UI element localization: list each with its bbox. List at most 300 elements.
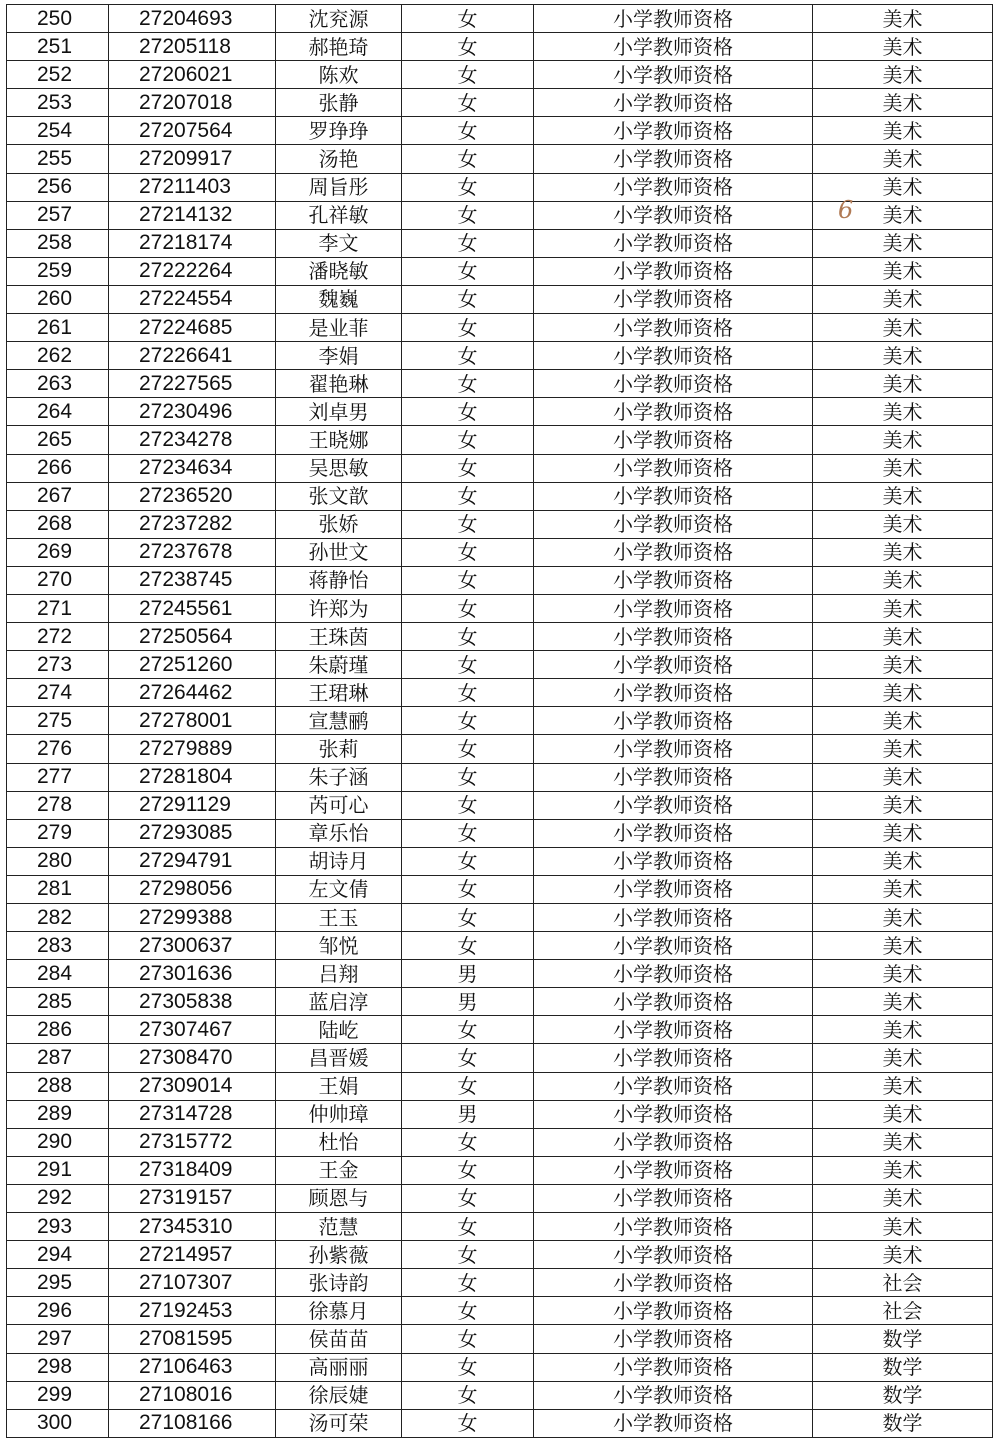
- cell-candidate-id: 27315772: [109, 1128, 276, 1156]
- cell-subject: 美术: [813, 679, 993, 707]
- cell-certificate-type: 小学教师资格: [534, 763, 813, 791]
- cell-name: 王晓娜: [276, 426, 402, 454]
- cell-candidate-id: 27108016: [109, 1381, 276, 1409]
- cell-subject: 美术: [813, 651, 993, 679]
- cell-subject: 美术: [813, 1016, 993, 1044]
- cell-candidate-id: 27279889: [109, 735, 276, 763]
- cell-name: 王金: [276, 1156, 402, 1184]
- cell-subject: 美术: [813, 257, 993, 285]
- cell-subject: 美术: [813, 566, 993, 594]
- cell-gender: 女: [402, 735, 534, 763]
- cell-name: 李文: [276, 229, 402, 257]
- cell-subject: 数学: [813, 1353, 993, 1381]
- table-row: [7, 1409, 993, 1437]
- cell-index: 279: [7, 819, 109, 847]
- cell-index: 285: [7, 988, 109, 1016]
- cell-certificate-type: 小学教师资格: [534, 735, 813, 763]
- cell-gender: 女: [402, 932, 534, 960]
- cell-certificate-type: 小学教师资格: [534, 61, 813, 89]
- cell-candidate-id: 27205118: [109, 33, 276, 61]
- cell-gender: 女: [402, 791, 534, 819]
- cell-subject: 美术: [813, 1213, 993, 1241]
- table-row: [7, 145, 993, 173]
- cell-name: 李娟: [276, 342, 402, 370]
- cell-gender: 女: [402, 1297, 534, 1325]
- cell-subject: 美术: [813, 370, 993, 398]
- cell-candidate-id: 27218174: [109, 229, 276, 257]
- cell-certificate-type: 小学教师资格: [534, 173, 813, 201]
- cell-subject: 美术: [813, 538, 993, 566]
- table-row: [7, 229, 993, 257]
- cell-candidate-id: 27278001: [109, 707, 276, 735]
- table-row: [7, 707, 993, 735]
- cell-subject: 美术: [813, 229, 993, 257]
- cell-index: 287: [7, 1044, 109, 1072]
- cell-index: 283: [7, 932, 109, 960]
- cell-index: 260: [7, 285, 109, 313]
- table-row: [7, 454, 993, 482]
- cell-name: 张莉: [276, 735, 402, 763]
- cell-certificate-type: 小学教师资格: [534, 1353, 813, 1381]
- cell-index: 290: [7, 1128, 109, 1156]
- cell-certificate-type: 小学教师资格: [534, 510, 813, 538]
- cell-index: 250: [7, 5, 109, 33]
- cell-name: 邹悦: [276, 932, 402, 960]
- cell-index: 264: [7, 398, 109, 426]
- cell-gender: 女: [402, 1409, 534, 1437]
- cell-name: 王娟: [276, 1072, 402, 1100]
- cell-index: 268: [7, 510, 109, 538]
- cell-gender: 女: [402, 1072, 534, 1100]
- cell-candidate-id: 27230496: [109, 398, 276, 426]
- cell-candidate-id: 27192453: [109, 1297, 276, 1325]
- cell-gender: 女: [402, 1044, 534, 1072]
- cell-gender: 女: [402, 1213, 534, 1241]
- cell-certificate-type: 小学教师资格: [534, 707, 813, 735]
- cell-certificate-type: 小学教师资格: [534, 370, 813, 398]
- cell-index: 265: [7, 426, 109, 454]
- cell-candidate-id: 27299388: [109, 904, 276, 932]
- cell-gender: 男: [402, 988, 534, 1016]
- table-row: [7, 398, 993, 426]
- cell-subject: 社会: [813, 1297, 993, 1325]
- cell-name: 杜怡: [276, 1128, 402, 1156]
- cell-subject: 美术: [813, 1184, 993, 1212]
- cell-name: 张文歆: [276, 482, 402, 510]
- cell-subject: 美术: [813, 791, 993, 819]
- cell-candidate-id: 27314728: [109, 1100, 276, 1128]
- cell-subject: 美术: [813, 819, 993, 847]
- table-row: [7, 904, 993, 932]
- cell-index: 252: [7, 61, 109, 89]
- table-row: [7, 594, 993, 622]
- table-row: [7, 735, 993, 763]
- table-row: [7, 370, 993, 398]
- table-row: [7, 960, 993, 988]
- cell-candidate-id: 27319157: [109, 1184, 276, 1212]
- cell-gender: 女: [402, 1241, 534, 1269]
- cell-index: 294: [7, 1241, 109, 1269]
- cell-name: 陆屹: [276, 1016, 402, 1044]
- cell-name: 昌晋媛: [276, 1044, 402, 1072]
- cell-name: 孔祥敏: [276, 201, 402, 229]
- cell-index: 271: [7, 594, 109, 622]
- cell-candidate-id: 27309014: [109, 1072, 276, 1100]
- cell-candidate-id: 27300637: [109, 932, 276, 960]
- table-row: [7, 61, 993, 89]
- table-row: [7, 482, 993, 510]
- cell-gender: 女: [402, 1325, 534, 1353]
- cell-index: 286: [7, 1016, 109, 1044]
- cell-candidate-id: 27305838: [109, 988, 276, 1016]
- cell-candidate-id: 27214132: [109, 201, 276, 229]
- cell-subject: 美术: [813, 173, 993, 201]
- table-row: [7, 538, 993, 566]
- cell-subject: 美术: [813, 623, 993, 651]
- cell-index: 300: [7, 1409, 109, 1437]
- table-row: [7, 426, 993, 454]
- cell-certificate-type: 小学教师资格: [534, 426, 813, 454]
- cell-subject: 美术: [813, 1072, 993, 1100]
- cell-name: 孙紫薇: [276, 1241, 402, 1269]
- cell-subject: 美术: [813, 1128, 993, 1156]
- cell-index: 267: [7, 482, 109, 510]
- cell-name: 孙世文: [276, 538, 402, 566]
- cell-certificate-type: 小学教师资格: [534, 1381, 813, 1409]
- cell-subject: 美术: [813, 875, 993, 903]
- cell-certificate-type: 小学教师资格: [534, 623, 813, 651]
- table-row: [7, 1156, 993, 1184]
- cell-candidate-id: 27204693: [109, 5, 276, 33]
- cell-candidate-id: 27251260: [109, 651, 276, 679]
- cell-gender: 女: [402, 847, 534, 875]
- cell-certificate-type: 小学教师资格: [534, 819, 813, 847]
- cell-index: 280: [7, 847, 109, 875]
- cell-name: 高丽丽: [276, 1353, 402, 1381]
- cell-candidate-id: 27301636: [109, 960, 276, 988]
- cell-index: 257: [7, 201, 109, 229]
- cell-name: 左文倩: [276, 875, 402, 903]
- cell-gender: 女: [402, 1353, 534, 1381]
- cell-certificate-type: 小学教师资格: [534, 89, 813, 117]
- cell-certificate-type: 小学教师资格: [534, 847, 813, 875]
- table-row: [7, 1213, 993, 1241]
- cell-index: 258: [7, 229, 109, 257]
- cell-candidate-id: 27281804: [109, 763, 276, 791]
- cell-name: 罗琤琤: [276, 117, 402, 145]
- table-row: [7, 988, 993, 1016]
- cell-gender: 女: [402, 5, 534, 33]
- table-row: [7, 819, 993, 847]
- cell-certificate-type: 小学教师资格: [534, 257, 813, 285]
- cell-certificate-type: 小学教师资格: [534, 1213, 813, 1241]
- cell-index: 291: [7, 1156, 109, 1184]
- cell-certificate-type: 小学教师资格: [534, 201, 813, 229]
- cell-index: 282: [7, 904, 109, 932]
- cell-index: 270: [7, 566, 109, 594]
- table-row: [7, 875, 993, 903]
- cell-subject: 美术: [813, 117, 993, 145]
- cell-subject: 社会: [813, 1269, 993, 1297]
- cell-index: 254: [7, 117, 109, 145]
- cell-gender: 女: [402, 314, 534, 342]
- cell-subject: 美术: [813, 594, 993, 622]
- cell-candidate-id: 27207564: [109, 117, 276, 145]
- cell-gender: 女: [402, 285, 534, 313]
- cell-candidate-id: 27107307: [109, 1269, 276, 1297]
- cell-candidate-id: 27206021: [109, 61, 276, 89]
- cell-certificate-type: 小学教师资格: [534, 1156, 813, 1184]
- cell-certificate-type: 小学教师资格: [534, 117, 813, 145]
- cell-gender: 女: [402, 1381, 534, 1409]
- cell-index: 299: [7, 1381, 109, 1409]
- cell-gender: 女: [402, 257, 534, 285]
- cell-candidate-id: 27293085: [109, 819, 276, 847]
- cell-subject: 美术: [813, 1156, 993, 1184]
- cell-candidate-id: 27226641: [109, 342, 276, 370]
- cell-name: 仲帅璋: [276, 1100, 402, 1128]
- cell-certificate-type: 小学教师资格: [534, 145, 813, 173]
- cell-name: 潘晓敏: [276, 257, 402, 285]
- cell-certificate-type: 小学教师资格: [534, 1072, 813, 1100]
- cell-subject: 美术: [813, 398, 993, 426]
- cell-index: 296: [7, 1297, 109, 1325]
- cell-name: 蓝启淳: [276, 988, 402, 1016]
- cell-candidate-id: 27222264: [109, 257, 276, 285]
- cell-name: 芮可心: [276, 791, 402, 819]
- cell-certificate-type: 小学教师资格: [534, 1325, 813, 1353]
- cell-gender: 女: [402, 623, 534, 651]
- cell-name: 汤可荣: [276, 1409, 402, 1437]
- cell-index: 288: [7, 1072, 109, 1100]
- cell-subject: 美术: [813, 5, 993, 33]
- cell-name: 徐慕月: [276, 1297, 402, 1325]
- cell-certificate-type: 小学教师资格: [534, 594, 813, 622]
- cell-name: 陈欢: [276, 61, 402, 89]
- cell-gender: 女: [402, 426, 534, 454]
- cell-gender: 女: [402, 763, 534, 791]
- cell-certificate-type: 小学教师资格: [534, 1297, 813, 1325]
- cell-index: 277: [7, 763, 109, 791]
- cell-subject: 美术: [813, 1241, 993, 1269]
- cell-gender: 女: [402, 173, 534, 201]
- cell-subject: 数学: [813, 1381, 993, 1409]
- cell-index: 263: [7, 370, 109, 398]
- cell-name: 王珠茵: [276, 623, 402, 651]
- cell-subject: 美术: [813, 145, 993, 173]
- cell-gender: 女: [402, 398, 534, 426]
- cell-name: 张诗韵: [276, 1269, 402, 1297]
- cell-gender: 女: [402, 904, 534, 932]
- cell-index: 284: [7, 960, 109, 988]
- cell-certificate-type: 小学教师资格: [534, 791, 813, 819]
- table-row: [7, 1100, 993, 1128]
- cell-certificate-type: 小学教师资格: [534, 875, 813, 903]
- cell-index: 276: [7, 735, 109, 763]
- table-row: [7, 1241, 993, 1269]
- cell-name: 汤艳: [276, 145, 402, 173]
- cell-index: 274: [7, 679, 109, 707]
- cell-certificate-type: 小学教师资格: [534, 1269, 813, 1297]
- cell-name: 朱蔚瑾: [276, 651, 402, 679]
- cell-gender: 女: [402, 1016, 534, 1044]
- cell-name: 翟艳琳: [276, 370, 402, 398]
- cell-candidate-id: 27237282: [109, 510, 276, 538]
- table-row: [7, 1044, 993, 1072]
- cell-name: 是业菲: [276, 314, 402, 342]
- cell-name: 吴思敏: [276, 454, 402, 482]
- cell-subject: 美术: [813, 763, 993, 791]
- table-row: [7, 342, 993, 370]
- cell-candidate-id: 27209917: [109, 145, 276, 173]
- cell-certificate-type: 小学教师资格: [534, 538, 813, 566]
- cell-candidate-id: 27106463: [109, 1353, 276, 1381]
- cell-gender: 女: [402, 1184, 534, 1212]
- cell-name: 宣慧鹂: [276, 707, 402, 735]
- cell-subject: 美术: [813, 932, 993, 960]
- cell-gender: 女: [402, 510, 534, 538]
- cell-subject: 美术: [813, 960, 993, 988]
- cell-gender: 女: [402, 89, 534, 117]
- cell-candidate-id: 27245561: [109, 594, 276, 622]
- cell-index: 298: [7, 1353, 109, 1381]
- cell-index: 261: [7, 314, 109, 342]
- cell-index: 256: [7, 173, 109, 201]
- table-row: [7, 847, 993, 875]
- table-row: [7, 763, 993, 791]
- cell-certificate-type: 小学教师资格: [534, 1100, 813, 1128]
- cell-certificate-type: 小学教师资格: [534, 5, 813, 33]
- cell-gender: 女: [402, 145, 534, 173]
- cell-name: 侯苗苗: [276, 1325, 402, 1353]
- cell-gender: 女: [402, 342, 534, 370]
- cell-gender: 女: [402, 594, 534, 622]
- cell-candidate-id: 27234634: [109, 454, 276, 482]
- table-row: [7, 1184, 993, 1212]
- cell-certificate-type: 小学教师资格: [534, 33, 813, 61]
- cell-subject: 美术: [813, 707, 993, 735]
- table-row: [7, 651, 993, 679]
- table-row: [7, 314, 993, 342]
- cell-candidate-id: 27345310: [109, 1213, 276, 1241]
- cell-gender: 女: [402, 482, 534, 510]
- cell-gender: 女: [402, 707, 534, 735]
- cell-name: 王珺琳: [276, 679, 402, 707]
- cell-name: 魏巍: [276, 285, 402, 313]
- cell-candidate-id: 27264462: [109, 679, 276, 707]
- cell-gender: 女: [402, 61, 534, 89]
- cell-candidate-id: 27081595: [109, 1325, 276, 1353]
- cell-subject: 美术: [813, 314, 993, 342]
- cell-name: 许郑为: [276, 594, 402, 622]
- table-row: [7, 285, 993, 313]
- cell-certificate-type: 小学教师资格: [534, 1241, 813, 1269]
- cell-subject: 美术: [813, 342, 993, 370]
- table-row: [7, 1325, 993, 1353]
- cell-certificate-type: 小学教师资格: [534, 454, 813, 482]
- cell-candidate-id: 27318409: [109, 1156, 276, 1184]
- cell-candidate-id: 27108166: [109, 1409, 276, 1437]
- cell-certificate-type: 小学教师资格: [534, 398, 813, 426]
- cell-certificate-type: 小学教师资格: [534, 285, 813, 313]
- cell-subject: 美术: [813, 426, 993, 454]
- cell-certificate-type: 小学教师资格: [534, 904, 813, 932]
- table-row: [7, 791, 993, 819]
- cell-certificate-type: 小学教师资格: [534, 960, 813, 988]
- cell-subject: 美术: [813, 1044, 993, 1072]
- cell-name: 蒋静怡: [276, 566, 402, 594]
- cell-subject: 美术: [813, 61, 993, 89]
- cell-candidate-id: 27298056: [109, 875, 276, 903]
- cell-certificate-type: 小学教师资格: [534, 342, 813, 370]
- cell-gender: 女: [402, 1128, 534, 1156]
- cell-index: 293: [7, 1213, 109, 1241]
- cell-candidate-id: 27236520: [109, 482, 276, 510]
- cell-subject: 美术: [813, 735, 993, 763]
- cell-gender: 男: [402, 1100, 534, 1128]
- cell-subject: 美术: [813, 847, 993, 875]
- cell-name: 张静: [276, 89, 402, 117]
- cell-index: 295: [7, 1269, 109, 1297]
- cell-candidate-id: 27224554: [109, 285, 276, 313]
- table-row: [7, 33, 993, 61]
- cell-candidate-id: 27214957: [109, 1241, 276, 1269]
- cell-subject: 美术: [813, 1100, 993, 1128]
- cell-subject: 美术: [813, 904, 993, 932]
- table-row: [7, 1353, 993, 1381]
- cell-certificate-type: 小学教师资格: [534, 1016, 813, 1044]
- cell-gender: 女: [402, 875, 534, 903]
- cell-candidate-id: 27250564: [109, 623, 276, 651]
- table-row: [7, 510, 993, 538]
- table-row: [7, 679, 993, 707]
- table-row: [7, 1016, 993, 1044]
- page-number-mark: 6: [838, 196, 854, 224]
- cell-certificate-type: 小学教师资格: [534, 1044, 813, 1072]
- cell-candidate-id: 27291129: [109, 791, 276, 819]
- cell-index: 253: [7, 89, 109, 117]
- table-row: [7, 257, 993, 285]
- cell-index: 297: [7, 1325, 109, 1353]
- cell-subject: 美术: [813, 285, 993, 313]
- cell-subject: 美术: [813, 201, 993, 229]
- cell-name: 刘卓男: [276, 398, 402, 426]
- cell-candidate-id: 27207018: [109, 89, 276, 117]
- cell-gender: 男: [402, 960, 534, 988]
- cell-certificate-type: 小学教师资格: [534, 679, 813, 707]
- table-row: [7, 117, 993, 145]
- cell-index: 251: [7, 33, 109, 61]
- cell-index: 278: [7, 791, 109, 819]
- cell-certificate-type: 小学教师资格: [534, 482, 813, 510]
- cell-candidate-id: 27211403: [109, 173, 276, 201]
- cell-gender: 女: [402, 819, 534, 847]
- cell-name: 王玉: [276, 904, 402, 932]
- cell-name: 周旨彤: [276, 173, 402, 201]
- cell-subject: 数学: [813, 1325, 993, 1353]
- cell-candidate-id: 27308470: [109, 1044, 276, 1072]
- cell-candidate-id: 27237678: [109, 538, 276, 566]
- cell-certificate-type: 小学教师资格: [534, 932, 813, 960]
- cell-name: 顾恩与: [276, 1184, 402, 1212]
- cell-gender: 女: [402, 33, 534, 61]
- table-row: [7, 932, 993, 960]
- cell-candidate-id: 27294791: [109, 847, 276, 875]
- table-row: [7, 1269, 993, 1297]
- cell-gender: 女: [402, 370, 534, 398]
- cell-candidate-id: 27224685: [109, 314, 276, 342]
- cell-index: 266: [7, 454, 109, 482]
